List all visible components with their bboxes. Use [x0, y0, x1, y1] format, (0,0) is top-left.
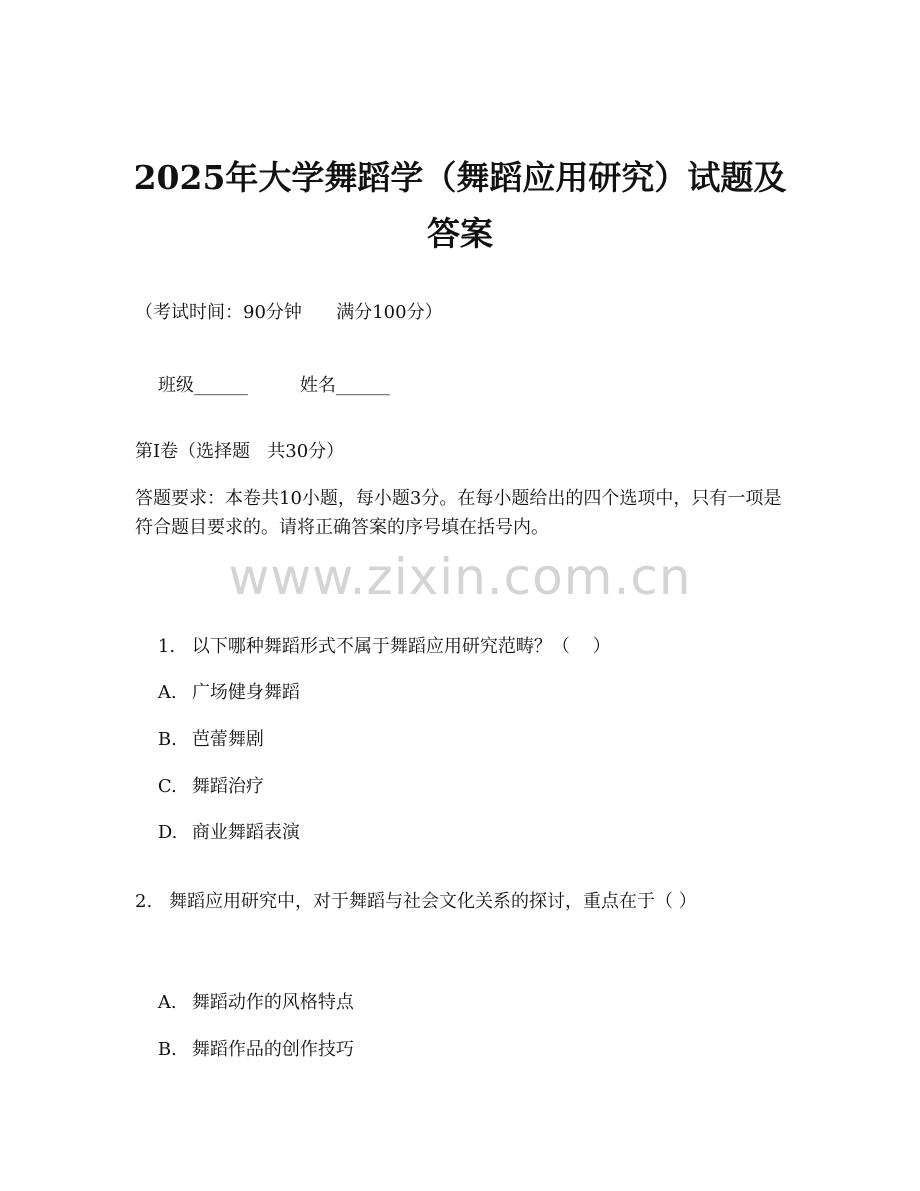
title-line-1: 2025年大学舞蹈学（舞蹈应用研究）试题及	[133, 158, 787, 197]
option-label: C.	[157, 776, 177, 797]
option-text: 广场健身舞蹈	[191, 682, 300, 703]
option-text: 商业舞蹈表演	[191, 822, 300, 843]
title-line-2: 答案	[427, 214, 493, 253]
option-text: 舞蹈作品的创作技巧	[191, 1039, 354, 1060]
student-info-row	[135, 350, 390, 422]
option-label: B.	[157, 729, 177, 750]
class-label: 班级______	[157, 375, 248, 396]
instructions: 答题要求：本卷共10小题，每小题3分。在每小题给出的四个选项中，只有一项是符合题目要求的。请将正确答案的序号填在括号内。	[135, 488, 782, 538]
exam-info: （考试时间：90分钟 满分100分）	[135, 302, 443, 323]
option-text: 芭蕾舞剧	[191, 729, 264, 750]
option-label: B.	[157, 1039, 177, 1060]
question-text: 以下哪种舞蹈形式不属于舞蹈应用研究范畴？（ ）	[191, 636, 611, 657]
section-heading: 第I卷（选择题 共30分）	[135, 441, 345, 462]
exam-title	[100, 150, 820, 262]
question-number: 1.	[157, 636, 176, 657]
question-text: 舞蹈应用研究中，对于舞蹈与社会文化关系的探讨，重点在于（ ）	[169, 891, 697, 912]
option-label: A.	[157, 992, 177, 1013]
option-text: 舞蹈治疗	[191, 776, 264, 797]
option-label: A.	[157, 682, 177, 703]
option-text: 舞蹈动作的风格特点	[191, 992, 354, 1013]
question-2-option-b	[135, 1014, 354, 1086]
question-2-stem	[135, 887, 795, 916]
watermark: www.zixin.com.cn	[228, 548, 692, 606]
question-1-option-d	[135, 797, 300, 869]
option-label: D.	[157, 822, 178, 843]
name-label: 姓名______	[299, 375, 390, 396]
question-number: 2.	[135, 891, 153, 912]
